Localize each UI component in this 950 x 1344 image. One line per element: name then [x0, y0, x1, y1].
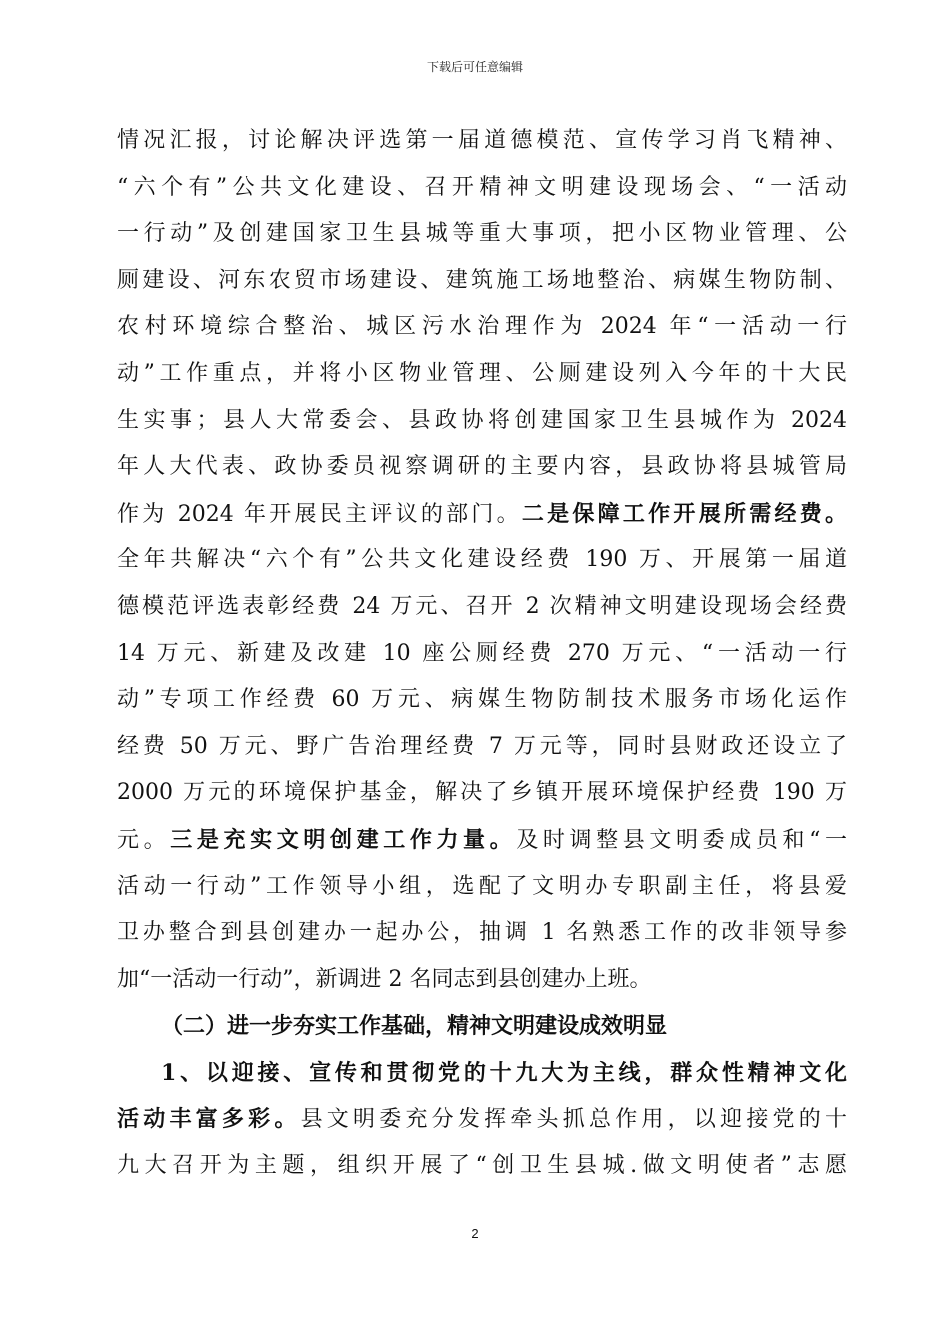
bold-text: 活动丰富多彩。: [117, 1106, 301, 1133]
text-line: [117, 537, 847, 584]
body-text-segment: 动”专项工作经费 60 万元、病媒生物防制技术服务市场化运作: [117, 687, 847, 713]
bold-text: 二是保障工作开展所需经费。: [521, 500, 847, 527]
text-line: [117, 1096, 847, 1143]
section-heading: [117, 1003, 847, 1050]
body-text-segment: 及时调整县文明委成员和“一: [516, 827, 847, 853]
body-text-segment: 全年共解决“六个有”公共文化建设经费 190 万、开展第一届道: [117, 547, 847, 573]
text-line: [117, 1050, 847, 1097]
body-text-segment: 一行动”及创建国家卫生县城等重大事项，把小区物业管理、公: [117, 221, 847, 247]
text-line: [117, 351, 847, 398]
body-text-segment: 厕建设、河东农贸市场建设、建筑施工场地整治、病媒生物防制、: [117, 267, 847, 293]
text-line: [117, 910, 847, 957]
body-text-segment: 农村环境综合整治、城区污水治理作为 2024 年“一活动一行: [117, 314, 847, 340]
text-line: [117, 165, 847, 212]
bold-text: 1、以迎接、宣传和贯彻党的十九大为主线，群众性精神文化: [161, 1059, 847, 1086]
document-body: [117, 118, 847, 1190]
body-text-segment: 2000 万元的环境保护基金，解决了乡镇开展环境保护经费 190 万: [117, 780, 847, 806]
bold-text: 三是充实文明创建工作力量。: [170, 826, 517, 853]
body-text-segment: 14 万元、新建及改建 10 座公厕经费 270 万元、“一活动一行: [117, 640, 847, 666]
body-text-segment: 动”工作重点，并将小区物业管理、公厕建设列入今年的十大民: [117, 360, 847, 386]
body-text-segment: 年人大代表、政协委员视察调研的主要内容，县政协将县城管局: [117, 454, 847, 480]
text-line: [117, 724, 847, 771]
body-text-segment: 元。: [117, 827, 171, 853]
body-text-segment: “六个有”公共文化建设、召开精神文明建设现场会、“一活动: [117, 174, 847, 200]
body-text-segment: 情况汇报，讨论解决评选第一届道德模范、宣传学习肖飞精神、: [117, 128, 847, 153]
page-number: 2: [471, 1226, 479, 1241]
text-line: [117, 258, 847, 305]
text-line: [117, 957, 847, 1004]
body-text-segment: 作为 2024 年开展民主评议的部门。: [117, 501, 522, 527]
text-line: [117, 677, 847, 724]
text-line: [117, 304, 847, 351]
body-text-segment: 九大召开为主题，组织开展了“创卫生县城.做文明使者”志愿: [117, 1153, 847, 1179]
body-text-segment: 德模范评选表彰经费 24 万元、召开 2 次精神文明建设现场会经费: [117, 593, 847, 619]
page-header: 下载后可任意编辑: [426, 60, 523, 74]
text-line: [117, 817, 847, 864]
body-text-segment: 生实事；县人大常委会、县政协将创建国家卫生县城作为 2024: [117, 407, 847, 433]
text-line: [117, 444, 847, 491]
body-text-segment: 经费 50 万元、野广告治理经费 7 万元等，同时县财政还设立了: [117, 733, 847, 759]
text-line: [117, 584, 847, 631]
text-line: [117, 118, 847, 165]
text-line: [117, 491, 847, 538]
text-line: [117, 1143, 847, 1190]
text-line: [117, 770, 847, 817]
body-text-segment: 活动一行动”工作领导小组，选配了文明办专职副主任，将县爱: [117, 873, 847, 899]
text-line: [117, 211, 847, 258]
bold-text: （二）进一步夯实工作基础，精神文明建设成效明显: [161, 1013, 668, 1040]
body-text-segment: 卫办整合到县创建办一起办公，抽调 1 名熟悉工作的改非领导参: [117, 920, 847, 946]
text-line: [117, 398, 847, 445]
body-text-segment: 县文明委充分发挥牵头抓总作用，以迎接党的十: [300, 1107, 847, 1133]
text-line: [117, 864, 847, 911]
text-line: [117, 631, 847, 678]
body-text-segment: 加“一活动一行动”，新调进 2 名同志到县创建办上班。: [117, 966, 652, 992]
